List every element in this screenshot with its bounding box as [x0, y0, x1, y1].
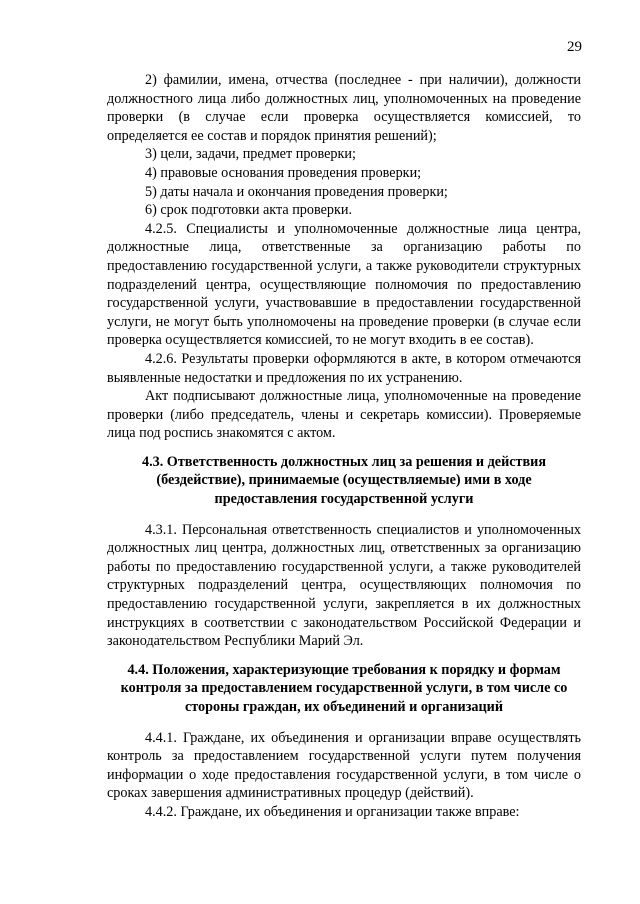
document-body [107, 71, 581, 822]
paragraph: 6) срок подготовки акта проверки. [145, 202, 353, 219]
paragraph: 4) правовые основания проведения проверки; [145, 164, 422, 181]
paragraph: 3) цели, задачи, предмет проверки; [145, 146, 356, 163]
paragraph: 4.4.1. Граждане, их объединения и организации вправе осуществлять контроль за предоставлением государственной услуги путем получения информации о ходе предоставления государственной услуги, в том числе о сроках завершения административных процедур (действий). [107, 729, 581, 802]
paragraph: 4.3.1. Персональная ответственность специалистов и уполномоченных должностных лиц центра, должностных лиц, ответственных за организацию работы по предоставлению государственной услуги, а также руководителей структурных подразделений центра, осуществляющих полномочия по предоставлению государственной услуги, закрепляется в их должностных инструкциях в соответствии с законодательством Российской Федерации и законодательством Республики Марий Эл. [107, 521, 581, 650]
paragraph: 4.4.2. Граждане, их объединения и организации также вправе: [145, 803, 520, 820]
paragraph: 2) фамилии, имена, отчества (последнее - при наличии), должности должностного лица либо должностных лиц, уполномоченных на проведение проверки (в случае если проверка осуществляется комиссией, то определяется ее состав и порядок принятия решений); [107, 72, 581, 144]
paragraph: 4.2.5. Специалисты и уполномоченные должностные лица центра, должностные лица, ответственные за организацию работы по предоставлению государственной услуги, а также руководители структурных подразделений центра, осуществляющие полномочия по предоставлению государственной услуги, участвовавшие в предоставлении государственной услуги, не могут быть уполномочены на проведение проверки (в случае если проверка осуществляется комиссией, то не могут входить в ее состав). [107, 220, 581, 349]
paragraph: Акт подписывают должностные лица, уполномоченные на проведение проверки (либо председатель, члены и секретарь комиссии). Проверяемые лица под роспись знакомятся с актом. [107, 388, 581, 442]
paragraph: 5) даты начала и окончания проведения проверки; [145, 183, 448, 200]
section-heading: 4.3. Ответственность должностных лиц за решения и действия (бездействие), принимаемые (осуществляемые) ими в ходе предоставления государственной услуги [141, 453, 547, 508]
page-number: 29 [567, 39, 582, 55]
paragraph: 4.2.6. Результаты проверки оформляются в акте, в котором отмечаются выявленные недостатки и предложения по их устранению. [107, 350, 581, 386]
section-heading: 4.4. Положения, характеризующие требования к порядку и формам контроля за предоставлением государственной услуги, в том числе со стороны граждан, их объединений и организаций [120, 661, 568, 715]
